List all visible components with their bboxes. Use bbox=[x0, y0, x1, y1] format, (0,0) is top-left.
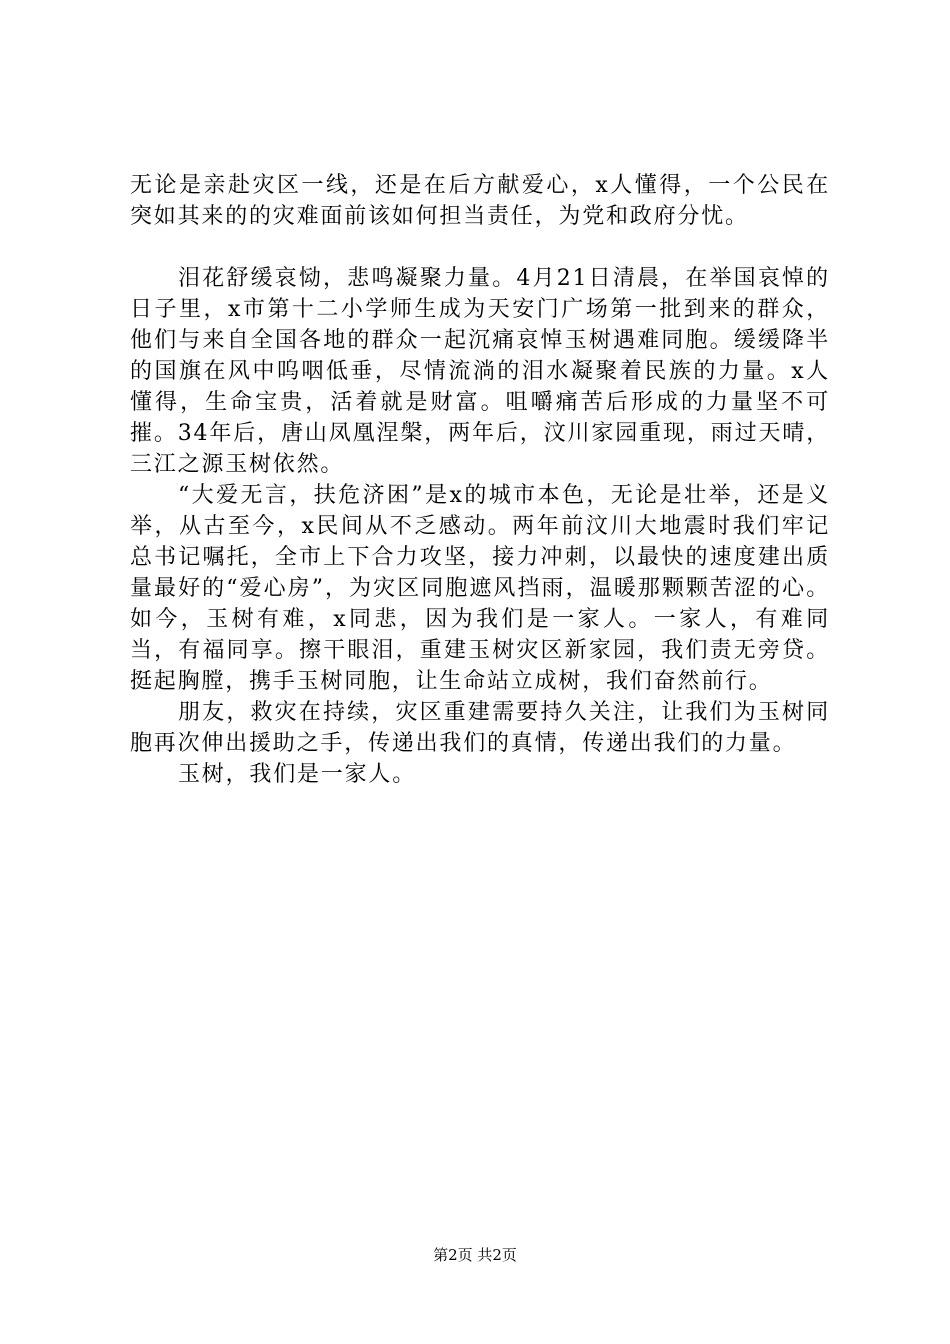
paragraph-5: 玉树，我们是一家人。 bbox=[178, 762, 417, 787]
document-body bbox=[130, 170, 830, 790]
paragraph-4: 朋友，救灾在持续，灾区重建需要持久关注，让我们为玉树同胞再次伸出援助之手，传递出我们的真情，传递出我们的力量。 bbox=[130, 700, 830, 756]
paragraph-2: 泪花舒缓哀恸，悲鸣凝聚力量。4月21日清晨，在举国哀悼的日子里，x市第十二小学师生成为天安门广场第一批到来的群众，他们与来自全国各地的群众一起沉痛哀悼玉树遇难同胞。缓缓降半的国旗在风中呜咽低垂，尽情流淌的泪水凝聚着民族的力量。x人懂得，生命宝贵，活着就是财富。咀嚼痛苦后形成的力量坚不可摧。34年后，唐山凤凰涅槃，两年后，汶川家园重现，雨过天晴，三江之源玉树依然。 bbox=[130, 266, 830, 477]
page-footer bbox=[0, 1245, 950, 1265]
paragraph-1: 无论是亲赴灾区一线，还是在后方献爱心，x人懂得，一个公民在突如其来的的灾难面前该如何担当责任，为党和政府分忧。 bbox=[130, 173, 830, 229]
page-number-label: 第2页 共2页 bbox=[433, 1246, 517, 1264]
paragraph-3: “大爱无言，扶危济困”是x的城市本色，无论是壮举，还是义举，从古至今，x民间从不乏感动。两年前汶川大地震时我们牢记总书记嘱托，全市上下合力攻坚，接力冲刺，以最快的速度建出质量最好的“爱心房”，为灾区同胞遮风挡雨，温暖那颗颗苦涩的心。如今，玉树有难，x同悲，因为我们是一家人。一家人，有难同当，有福同享。擦干眼泪，重建玉树灾区新家园，我们责无旁贷。挺起胸膛，携手玉树同胞，让生命站立成树，我们奋然前行。 bbox=[130, 483, 830, 694]
